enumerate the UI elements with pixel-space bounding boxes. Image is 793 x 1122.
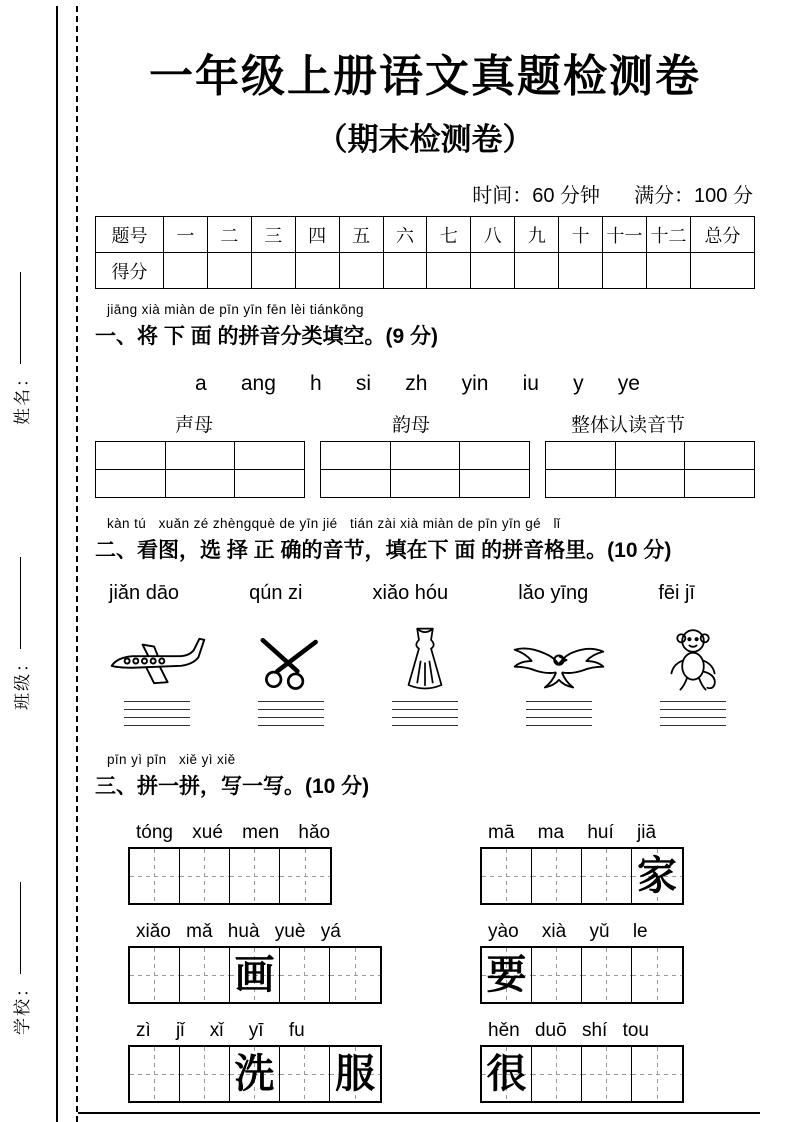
answer-cell[interactable] [685,442,755,470]
name-blank[interactable] [20,272,21,364]
pinyin-item: ang [240,372,276,395]
answer-cell[interactable] [615,442,685,470]
header-cell: 九 [515,217,559,253]
writing-group [128,822,480,905]
name-label: 姓名： [12,368,32,425]
page-bottom-rule [78,1112,760,1114]
answer-cell[interactable] [546,442,616,470]
score-cell[interactable] [295,253,339,289]
section2-picture-row [95,617,755,728]
score-cell[interactable] [646,253,690,289]
answer-cell[interactable] [615,470,685,498]
grid-cell[interactable]: 要 [482,948,532,1002]
score-cell[interactable] [603,253,647,289]
name-field[interactable] [8,255,32,425]
grid-cell[interactable]: 服 [330,1047,380,1101]
writing-group [480,1020,684,1103]
group-pinyin: mā ma huí jiā [488,822,657,843]
section2-pinyin-hint: kàn tú xuǎn zé zhèngquè de yīn jié tián zài xià miàn de pīn yīn gé lǐ [107,516,561,531]
section1-answer-area [95,410,755,498]
grid-cell[interactable] [180,948,230,1002]
word-bank-item: jiǎn dāo [109,582,180,604]
grid-cell[interactable]: 洗 [230,1047,280,1101]
shengmu-table [95,441,305,498]
grid-cell[interactable] [180,1047,230,1101]
header-cell: 四 [295,217,339,253]
score-table [95,216,755,289]
answer-cell[interactable] [460,442,530,470]
class-label: 班级： [12,653,32,710]
answer-cell[interactable] [96,442,166,470]
school-blank[interactable] [20,882,21,974]
picture-item [497,617,621,728]
answer-cell[interactable] [321,442,391,470]
header-cell: 二 [207,217,251,253]
section3-pinyin-hint: pīn yì pīn xiě yì xiě [107,752,236,767]
grid-cell[interactable]: 很 [482,1047,532,1101]
header-cell: 一 [164,217,208,253]
answer-cell[interactable] [165,442,235,470]
header-cell: 六 [383,217,427,253]
writing-row-2 [95,921,755,1004]
answer-cell[interactable] [165,470,235,498]
pinyin-item: iu [522,372,539,395]
word-bank-item: fēi jī [658,582,695,604]
group-pinyin: tóng xué men hǎo [136,822,331,843]
section2-word-bank [109,582,695,605]
dress-image [386,617,464,695]
pinyin-writing-lines[interactable] [124,701,190,728]
school-field[interactable] [8,865,32,1035]
pinyin-item: ye [617,372,640,395]
character-grid [128,847,332,905]
picture-item [229,617,353,728]
grid-cell[interactable] [532,849,582,903]
answer-cell[interactable] [390,470,460,498]
score-cell[interactable] [691,253,755,289]
score-cell[interactable] [559,253,603,289]
writing-row-3 [95,1020,755,1103]
picture-item [631,617,755,728]
group-pinyin: yào xià yǔ le [488,921,648,942]
answer-cell[interactable] [235,442,305,470]
class-blank[interactable] [20,557,21,649]
grid-cell[interactable] [130,1047,180,1101]
header-cell: 总分 [691,217,755,253]
header-cell: 八 [471,217,515,253]
pinyin-writing-lines[interactable] [258,701,324,728]
pinyin-item: y [573,372,584,395]
answer-cell[interactable] [235,470,305,498]
exam-meta [95,179,755,208]
pinyin-writing-lines[interactable] [392,701,458,728]
header-cell: 五 [339,217,383,253]
school-label: 学校： [12,978,32,1035]
pinyin-writing-lines[interactable] [660,701,726,728]
character-grid [480,847,684,905]
pinyin-item: yin [461,372,489,395]
character-grid [480,946,684,1004]
header-cell: 十一 [603,217,647,253]
score-cell[interactable] [164,253,208,289]
writing-group [128,1020,480,1103]
header-cell: 七 [427,217,471,253]
answer-cell[interactable] [321,470,391,498]
grid-cell[interactable] [582,849,632,903]
pinyin-writing-lines[interactable] [526,701,592,728]
character-grid [128,1045,382,1103]
pinyin-item: h [310,372,322,395]
grid-cell[interactable] [330,948,380,1002]
category-label-yunmu: 韵母 [392,415,431,436]
score-row-label: 得分 [96,253,164,289]
section2-heading: 二、看图，选 择 正 确的音节，填在下 面 的拼音格里。(10 分) [95,539,672,562]
grid-cell[interactable] [280,849,330,903]
section3-heading: 三、拼一拼，写一写。(10 分) [95,775,370,798]
section1-pinyin-hint: jiāng xià miàn de pīn yīn fēn lèi tiánkōng [107,302,364,317]
answer-cell[interactable] [460,470,530,498]
header-cell: 十 [559,217,603,253]
monkey-image [657,617,729,695]
word-bank-item: xiǎo hóu [372,582,449,604]
writing-group [480,822,684,905]
grid-cell[interactable] [632,1047,682,1101]
pinyin-item: a [195,372,207,395]
category-label-shengmu: 声母 [175,415,214,436]
grid-cell[interactable] [130,849,180,903]
score-info: 满分：100 分 [634,185,753,207]
grid-cell[interactable]: 画 [230,948,280,1002]
answer-cell[interactable] [390,442,460,470]
group-pinyin: zì jǐ xǐ yī fu [136,1020,305,1041]
grid-cell[interactable]: 家 [632,849,682,903]
grid-cell[interactable] [482,849,532,903]
grid-cell[interactable] [532,1047,582,1101]
grid-cell[interactable] [632,948,682,1002]
seal-line-dashed [76,6,78,1122]
answer-cell[interactable] [546,470,616,498]
yunmu-table [320,441,530,498]
pinyin-item: si [355,372,372,395]
grid-cell[interactable] [582,1047,632,1101]
score-table-score-row [96,253,755,289]
header-cell: 三 [251,217,295,253]
character-grid [128,946,382,1004]
answer-cell[interactable] [685,470,755,498]
group-pinyin: xiǎo mǎ huà yuè yá [136,921,341,942]
time-info: 时间：60 分钟 [472,185,601,207]
picture-item [95,617,219,728]
score-cell[interactable] [383,253,427,289]
grid-cell[interactable] [230,849,280,903]
score-table-header-row [96,217,755,253]
header-cell: 十二 [646,217,690,253]
picture-item [363,617,487,728]
page-subtitle: （期末检测卷） [316,122,534,157]
eagle-image [507,617,611,695]
page-title: 一年级上册语文真题检测卷 [149,52,701,101]
grid-cell[interactable] [532,948,582,1002]
seal-line-solid [56,6,58,1122]
score-cell[interactable] [207,253,251,289]
grid-cell[interactable] [280,1047,330,1101]
section1-heading: 一、将 下 面 的拼音分类填空。(9 分) [95,325,439,348]
score-cell[interactable] [427,253,471,289]
airplane-image [104,617,210,695]
category-label-zhengti: 整体认读音节 [571,415,686,436]
pinyin-item: zh [405,372,428,395]
grid-cell[interactable] [180,849,230,903]
class-field[interactable] [8,540,32,710]
score-cell[interactable] [251,253,295,289]
grid-cell[interactable] [130,948,180,1002]
header-cell: 题号 [96,217,164,253]
word-bank-item: lǎo yīng [518,582,589,604]
zhengti-table [545,441,755,498]
answer-cell[interactable] [96,470,166,498]
scissors-image [250,617,332,695]
writing-group [128,921,480,1004]
group-pinyin: hěn duō shí tou [488,1020,649,1041]
score-cell[interactable] [471,253,515,289]
word-bank-item: qún zi [249,582,303,604]
writing-row-1 [95,822,755,905]
section1-pinyin-items [195,372,640,396]
writing-group [480,921,684,1004]
grid-cell[interactable] [582,948,632,1002]
score-cell[interactable] [515,253,559,289]
grid-cell[interactable] [280,948,330,1002]
score-cell[interactable] [339,253,383,289]
character-grid [480,1045,684,1103]
